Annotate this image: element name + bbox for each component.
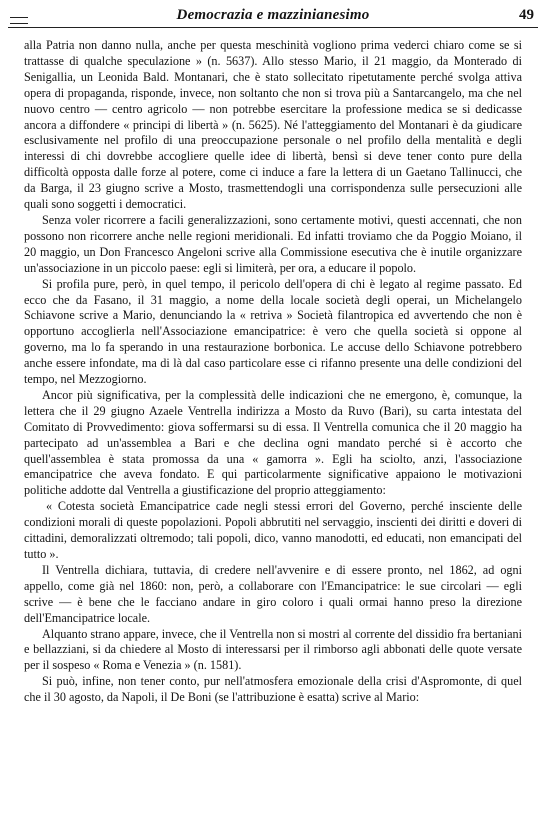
paragraph: Si profila pure, però, in quel tempo, il pericolo dell'opera di chi è legato al regime passato. Ed ecco che da Fasano, il 31 maggio, a nome della locale società degli operai, un Michelangelo Schiavone scrive a Mario, denunciando la « retriva » Società filantropica ed avvertendo che non è opportuno accoglierla nell'Associazione emancipatrice: è vero che quella società si oppone al governo, ma lo fa sperando in una restaurazione borbonica. Le accuse dello Schiavone potrebbero anche essere infondate, ma di là dal caso particolare esse ci rifanno presente una delle condizioni del tempo, nel Mezzogiorno. [24, 276, 522, 387]
paragraph: Alquanto strano appare, invece, che il Ventrella non si mostri al corrente del dissidio fra bertaniani e bellazziani, si da chiedere al Mosto di interessarsi per il rimborso agli abbonati delle quote versate per il sospeso « Roma e Venezia » (n. 1581). [24, 626, 523, 673]
running-title: Democrazia e mazzinianesimo [176, 7, 370, 23]
paragraph: Si può, infine, non tener conto, pur nell'atmosfera emozionale della crisi d'Aspromonte, di quel che il 30 agosto, da Napoli, il De Boni (se l'attribuzione è esatta) scrive al Mario: [24, 674, 522, 705]
paragraph: alla Patria non danno nulla, anche per questa meschinità vogliono prima vederci chiaro come se si trattasse di qualche speculazione » (n. 5637). Allo stesso Mario, il 21 maggio, da Monterado di Senigallia, un Leonida Bald. Montanari, che è stato sollecitato ripetutamente perché svolga attiva opera di propaganda, risponde, invece, non soltanto che non si trova più a Santarcangelo, ma che nel nuovo centro — centro agricolo — non potrebbe esercitare la professione medica se si dedicasse ancora a diffondere « principi di libertà » (n. 5625). Né l'atteggiamento del Montanari è da giudicare esclusivamente nel profilo di una preoccupazione personale o nel profilo della mentalità e degli interessi di chi dovrebbe accogliere quelle idee di libertà, bensì si deve tener conto pure della difficoltà opposta dalle forze al potere, come ci induce a fare la lettera di un Gaetano Tallinucci, che da Barga, il 23 giugno scrive a Mosto, trasmettendogli una corrispondenza sulle persecuzioni alle quali sono soggetti i democratici. [24, 38, 522, 212]
paragraph: Ancor più significativa, per la complessità delle indicazioni che ne emergono, è, comunque, la lettera che il 29 giugno Azaele Ventrella indirizza a Mosto da Ruvo (Bari), su carta intestata del Comitato di Provvedimento: giova soffermarsi su di essa. Il Ventrella comunica che il 20 maggio ha partecipato ad un'assemblea a Bari e che declina ogni mandato perché si è accorto che quell'assemblea è stata promossa da una « gamorra ». Egli ha sciolto, anzi, l'associazione emancipatrice che aveva fondato. E qui particolarmente significative appaiono le motivazioni politiche addotte dal Ventrella a giustificazione del proprio atteggiamento: [24, 387, 522, 498]
header-rule [8, 27, 538, 28]
block-quote: « Cotesta società Emancipatrice cade negli stessi errori del Governo, perché insciente delle condizioni morali di queste popolazioni. Popoli abbrutiti nel servaggio, inscienti dei diritti e doveri di cittadini, demoralizzati oltremodo; tali popoli, dico, vanno manodotti, ed educati, non emancipati del tutto ». [24, 499, 522, 561]
page-number: 49 [519, 7, 534, 23]
paragraph: Senza voler ricorrere a facili generalizzazioni, sono certamente motivi, questi accennati, che non possono non ricorrere anche nelle regioni meridionali. Ed infatti troviamo che da Poggio Moiano, il 20 maggio, un Don Francesco Angeloni scrive alla Commissione esecutiva che è inutile organizzare un'associazione in un piccolo paese: egli si limiterà, per ora, a educare il popolo. [24, 212, 522, 275]
paragraph: Il Ventrella dichiara, tuttavia, di credere nell'avvenire e di essere pronto, nel 1862, ad ogni appello, come già nel 1860: non, però, a collaborare con l'Emancipatrice: le sue circolari — egli scrive — è bene che le facciano andare in giro coloro i quali ormai hanno preso la direzione dell'Emancipatrice locale. [24, 562, 522, 625]
page-header [8, 4, 538, 30]
body-text [24, 38, 522, 706]
